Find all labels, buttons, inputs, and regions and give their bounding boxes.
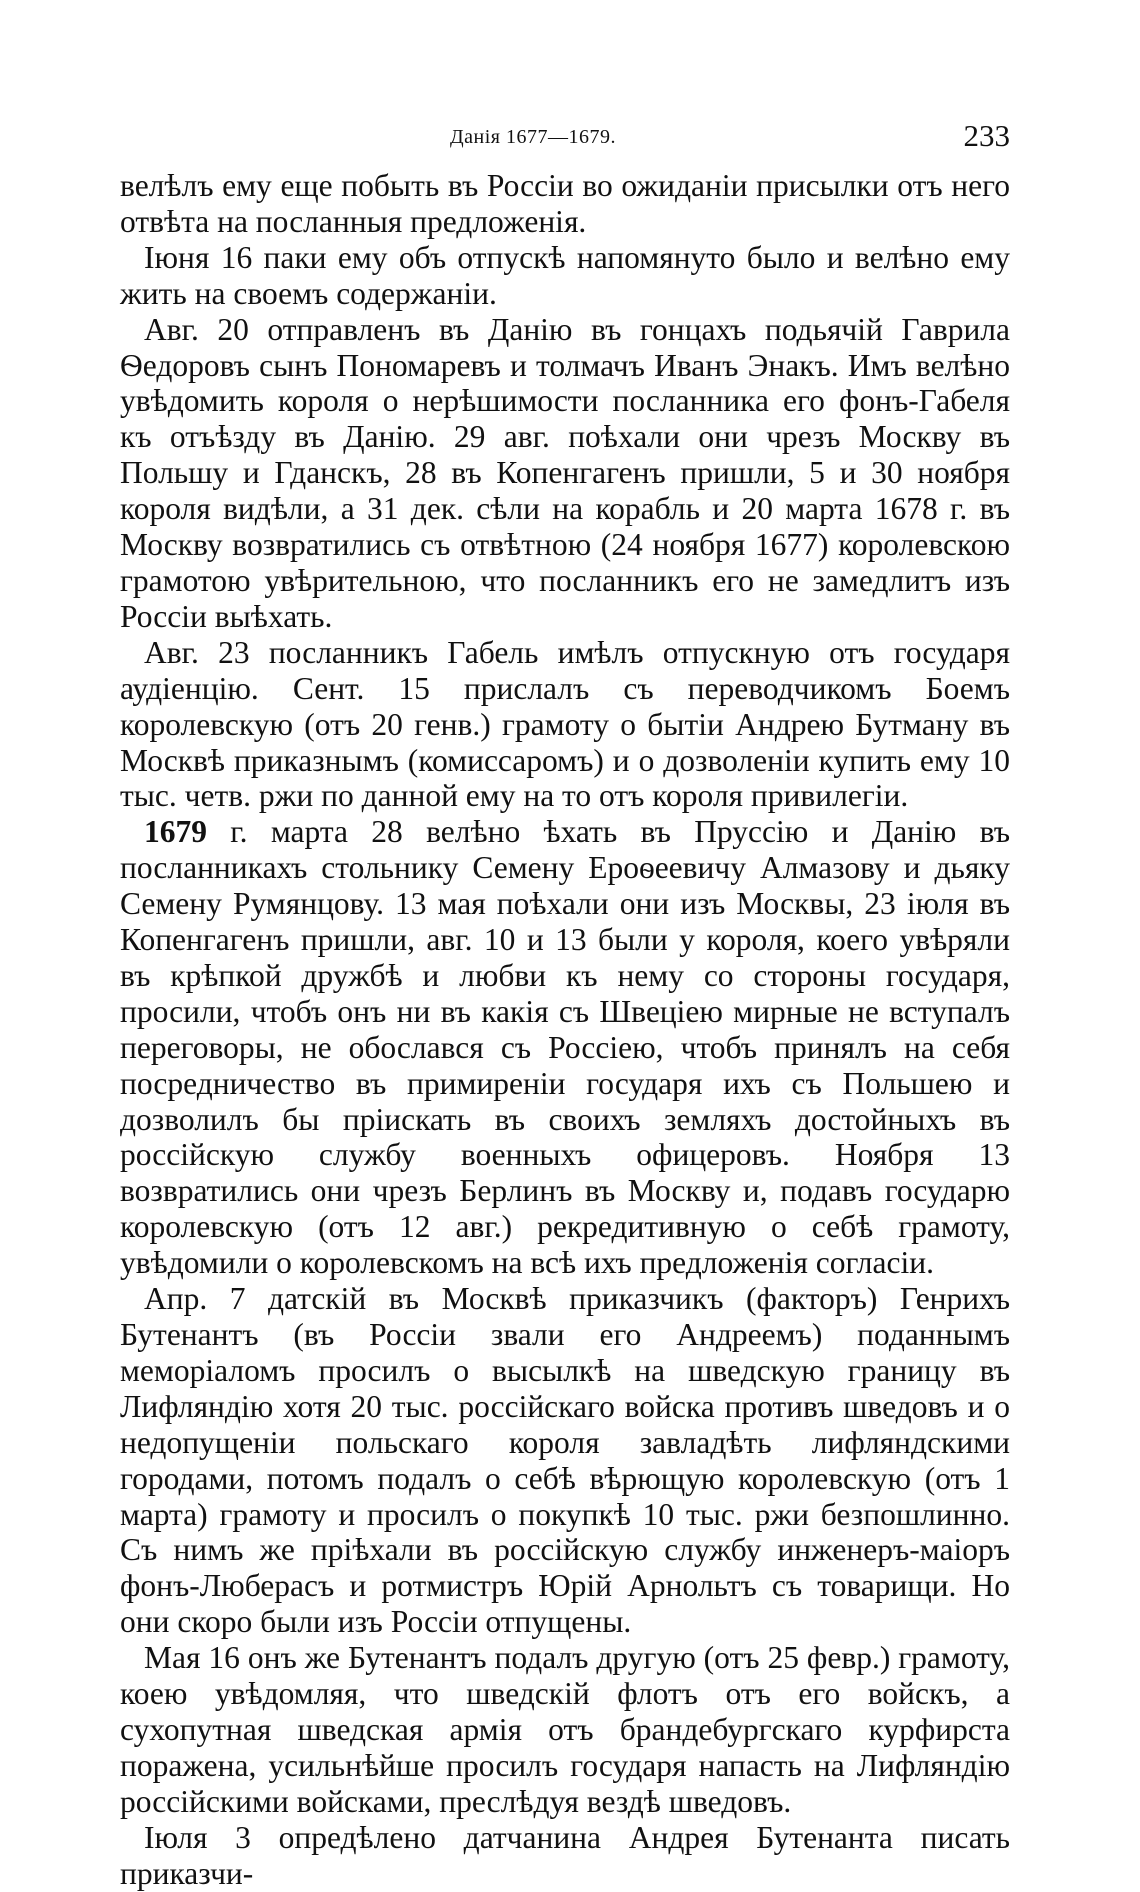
paragraph-text: велѣлъ ему еще побыть въ Россіи во ожиданіи присылки отъ него отвѣта на посланныя предложенія.: [120, 168, 1010, 239]
paragraph: [120, 1820, 1010, 1892]
paragraph: [120, 312, 1010, 635]
running-title: Данія 1677—1679.: [450, 126, 616, 148]
year-heading: 1679: [144, 814, 207, 850]
paragraph: [120, 1640, 1010, 1820]
page-number: 233: [963, 118, 1010, 153]
paragraph-continuation: [120, 168, 1010, 240]
paragraph: [120, 240, 1010, 312]
paragraph-text: Авг. 23 посланникъ Габель имѣлъ отпускную отъ государя аудіенцію. Сент. 15 прислалъ съ переводчикомъ Боемъ королевскую (отъ 20 генв.) грамоту о бытіи Андрею Бутману въ Москвѣ приказнымъ (комиссаромъ) и о дозволеніи купить ему 10 тыс. четв. ржи по данной ему на то отъ короля привилегіи.: [120, 634, 1010, 814]
paragraph: [120, 635, 1010, 815]
body-text: [120, 168, 1010, 1892]
paragraph-text: Апр. 7 датскій въ Москвѣ приказчикъ (факторъ) Генрихъ Бутенантъ (въ Россіи звали его Андреемъ) поданнымъ меморіаломъ просилъ о высылкѣ на шведскую границу въ Лифляндію хотя 20 тыс. россійскаго войска противъ шведовъ и о недопущеніи польскаго короля завладѣть лифляндскими городами, потомъ подалъ о себѣ вѣрющую королевскую (отъ 1 марта) грамоту и просилъ о покупкѣ 10 тыс. ржи безпошлинно. Съ нимъ же пріѣхали въ россійскую службу инженеръ-маіоръ фонъ-Люберасъ и ротмистръ Юрій Арнольтъ съ товарищи. Но они скоро были изъ Россіи отпущены.: [120, 1281, 1010, 1640]
paragraph: [120, 814, 1010, 1281]
paragraph-text: Авг. 20 отправленъ въ Данію въ гонцахъ подьячій Гаврила Ѳедоровъ сынъ Пономаревъ и толмачъ Иванъ Энакъ. Имъ велѣно увѣдомить короля о нерѣшимости посланника его фонъ-Габеля къ отъѣзду въ Данію. 29 авг. поѣхали они чрезъ Москву въ Польшу и Гданскъ, 28 въ Копенгагенъ пришли, 5 и 30 ноября короля видѣли, а 31 дек. сѣли на корабль и 20 марта 1678 г. въ Москву возвратились съ отвѣтною (24 ноября 1677) королевскою грамотою увѣрительною, что посланникъ его не замедлитъ изъ Россіи выѣхать.: [120, 311, 1010, 634]
paragraph: [120, 1281, 1010, 1640]
paragraph-text: Іюля 3 опредѣлено датчанина Андрея Бутенанта писать приказчи-: [120, 1819, 1010, 1891]
paragraph-text: г. марта 28 велѣно ѣхать въ Пруссію и Данію въ посланникахъ стольнику Семену Ероѳеевичу Алмазову и дьяку Семену Румянцову. 13 мая поѣхали они изъ Москвы, 23 іюля въ Копенгагенъ пришли, авг. 10 и 13 были у короля, коего увѣряли въ крѣпкой дружбѣ и любви къ нему со стороны государя, просили, чтобъ онъ ни въ какія съ Швеціею мирные не вступалъ переговоры, не обослався съ Россіею, чтобъ принялъ на себя посредничество въ примиреніи государя ихъ съ Польшею и дозволилъ бы пріискать въ своихъ земляхъ достойныхъ въ россійскую службу военныхъ офицеровъ. Ноября 13 возвратились они чрезъ Берлинъ въ Москву и, подавъ государю королевскую (отъ 12 авг.) рекредитивную о себѣ грамоту, увѣдомили о королевскомъ на всѣ ихъ предложенія согласіи.: [120, 814, 1010, 1281]
paragraph-text: Мая 16 онъ же Бутенантъ подалъ другую (отъ 25 февр.) грамоту, коею увѣдомляя, что шведскій флотъ отъ его войскъ, а сухопутная шведская армія отъ брандебургскаго курфирста поражена, усильнѣйше просилъ государя напасть на Лифляндію россійскими войсками, преслѣдуя вездѣ шведовъ.: [120, 1640, 1010, 1819]
paragraph-text: Іюня 16 паки ему объ отпускѣ напомянуто было и велѣно ему жить на своемъ содержаніи.: [120, 239, 1010, 311]
